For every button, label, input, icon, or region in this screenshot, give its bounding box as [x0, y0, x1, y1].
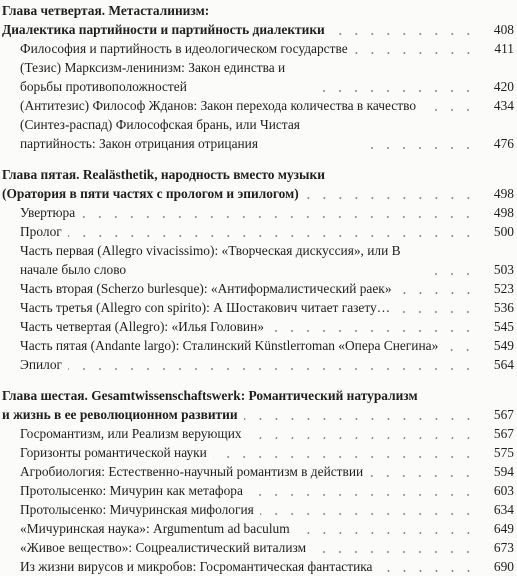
toc-entry[interactable]	[0, 355, 517, 374]
dot-leader	[244, 418, 476, 420]
toc-entry-text: Часть третья (Allegro con spirito): А Шостакович читает газету…	[20, 300, 391, 315]
toc-entry-text: Пролог	[20, 224, 62, 239]
dot-leader	[305, 197, 476, 199]
toc-entry-page: 603	[493, 483, 514, 498]
toc-entry-text: «Мичуринская наука»: Argumentum ad baculum	[20, 521, 290, 536]
toc-entry-page: 545	[493, 319, 514, 334]
toc-entry[interactable]	[0, 241, 517, 279]
toc-entry-page: 500	[493, 224, 514, 239]
toc-entry-page: 564	[493, 357, 514, 372]
dot-leader	[316, 90, 476, 92]
toc-entry-text: (Синтез-распад) Философская брань, или Чистая партийность: Закон отрицания отрицания	[20, 117, 300, 151]
dot-leader	[422, 109, 476, 111]
dot-leader	[354, 52, 476, 54]
toc-entry-page: 411	[494, 41, 514, 56]
toc-entry-text: Агробиология: Естественно-научный романтизм в действии	[20, 464, 364, 479]
dot-leader	[260, 513, 476, 515]
toc-entry-text: «Живое вещество»: Соцреалистический витализм	[20, 540, 307, 555]
dot-leader	[431, 273, 476, 275]
chapter-4-title-line-2: Диалектика партийности и партийность диалектики	[2, 22, 325, 37]
toc-entry-page: 690	[493, 559, 514, 574]
chapter-6-title-line-2: и жизнь в ее революционном развитии	[2, 407, 238, 422]
chapter-6-page: 567	[493, 407, 514, 422]
toc-entry[interactable]	[0, 298, 517, 317]
toc-entry-text: Протолысенко: Мичуринская мифология	[20, 502, 254, 517]
toc-entry-page: 434	[493, 98, 514, 113]
toc-entry-text: Увертюра	[20, 205, 76, 220]
toc-entry-text: Часть пятая (Andante largo): Сталинский Künstlerroman «Опера Снегина»	[20, 338, 439, 353]
dot-leader	[331, 33, 476, 35]
toc-entry-text: Часть вторая (Scherzo burlesque): «Антиформалистический раек»	[20, 281, 392, 296]
dot-leader	[68, 368, 476, 370]
dot-leader	[312, 551, 476, 553]
toc-entry-page: 536	[493, 300, 514, 315]
dot-leader	[213, 456, 476, 458]
chapter-6-title-line-1: Глава шестая. Gesamtwissenschaftswerk: Романтический натурализм	[2, 388, 418, 403]
dot-leader	[366, 147, 476, 149]
dot-leader	[248, 437, 476, 439]
toc-entry-page: 420	[493, 79, 514, 94]
chapter-6	[0, 386, 517, 576]
toc-entry[interactable]	[0, 443, 517, 462]
toc-entry-text: Философия и партийность в идеологическом государстве	[20, 41, 348, 56]
dot-leader	[81, 216, 476, 218]
chapter-5-page: 498	[493, 186, 514, 201]
chapter-4-title-line-1: Глава четвертая. Метасталинизм:	[2, 3, 210, 18]
toc-entry-page: 476	[493, 136, 514, 151]
dot-leader	[369, 475, 476, 477]
dot-leader	[398, 292, 476, 294]
dot-leader	[444, 349, 476, 351]
toc-entry-page: 498	[493, 205, 514, 220]
chapter-4	[0, 1, 517, 153]
toc-entry[interactable]	[0, 115, 517, 153]
toc-entry-text: Эпилог	[20, 357, 63, 372]
dot-leader	[68, 235, 476, 237]
toc-entry-page: 575	[493, 445, 514, 460]
toc-entry[interactable]	[0, 557, 517, 576]
toc-entry-page: 594	[493, 464, 514, 479]
toc-entry-page: 567	[493, 426, 514, 441]
toc-entry-text: Госромантизм, или Реализм верующих	[20, 426, 242, 441]
toc-entry[interactable]	[0, 96, 517, 115]
toc-entry[interactable]	[0, 39, 517, 58]
toc-entry[interactable]	[0, 519, 517, 538]
toc-entry[interactable]	[0, 222, 517, 241]
toc-entry[interactable]	[0, 462, 517, 481]
dot-leader	[249, 494, 476, 496]
toc-entry-text: (Тезис) Марксизм-ленинизм: Закон единства и борьбы противоположностей	[20, 60, 286, 94]
toc-entry-text: Часть первая (Allegro vivacissimo): «Творческая дискуссия», или В начале было слово	[20, 243, 401, 277]
chapter-6-title-row	[0, 405, 517, 424]
dot-leader	[379, 570, 477, 572]
toc-entry-text: Горизонты романтической науки	[20, 445, 207, 460]
chapter-5-title-line-2: (Оратория в пяти частях с прологом и эпилогом)	[2, 186, 299, 201]
toc-entry[interactable]	[0, 538, 517, 557]
toc-entry[interactable]	[0, 336, 517, 355]
dot-leader	[396, 311, 476, 313]
toc-entry[interactable]	[0, 279, 517, 298]
toc-entry[interactable]	[0, 203, 517, 222]
toc-entry-text: Часть четвертая (Allegro): «Илья Головин»	[20, 319, 264, 334]
chapter-5-title-line-1: Глава пятая. Realästhetik, народность вместо музыки	[2, 167, 325, 182]
toc-entry-page: 523	[493, 281, 514, 296]
chapter-5	[0, 165, 517, 374]
chapter-4-page: 408	[493, 22, 514, 37]
chapter-4-title-row	[0, 20, 517, 39]
dot-leader	[270, 330, 476, 332]
toc-entry[interactable]	[0, 317, 517, 336]
toc-entry-page: 649	[493, 521, 514, 536]
toc-entry-page: 634	[493, 502, 514, 517]
toc-entry-page: 503	[493, 262, 514, 277]
toc-entry-page: 673	[493, 540, 514, 555]
toc-entry[interactable]	[0, 424, 517, 443]
toc-entry[interactable]	[0, 58, 517, 96]
toc-entry[interactable]	[0, 481, 517, 500]
toc-entry-text: (Антитезис) Философ Жданов: Закон перехода количества в качество	[20, 98, 417, 113]
dot-leader	[296, 532, 476, 534]
chapter-5-title-row	[0, 184, 517, 203]
toc-entry-text: Протолысенко: Мичурин как метафора	[20, 483, 243, 498]
toc-entry[interactable]	[0, 500, 517, 519]
toc-entry-page: 549	[493, 338, 514, 353]
toc-entry-text: Из жизни вирусов и микробов: Госромантическая фантастика	[20, 559, 373, 574]
